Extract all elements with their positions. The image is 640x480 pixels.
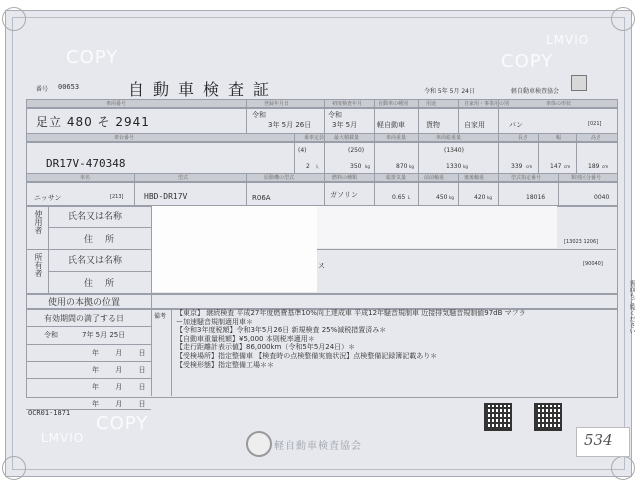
rear-axle-weight: 420: [474, 194, 486, 201]
header-weight: 車両重量: [386, 135, 407, 141]
divider: [48, 271, 151, 272]
maker-name: ニッサン: [34, 194, 62, 202]
front-axle-unit: kg: [449, 195, 454, 200]
divider: [294, 133, 295, 173]
header-first-reg: 登録年月日: [264, 101, 290, 107]
displacement: 0.65: [392, 194, 406, 201]
max-load: 350: [350, 163, 362, 170]
base-location-label: 使用の本拠の位置: [48, 298, 121, 308]
corner-ornament: [611, 456, 635, 480]
brand-watermark: LMVIO: [41, 431, 85, 445]
header-height: 高さ: [591, 135, 602, 141]
remark-line: 【東京】 継続検査 平成27年度燃費基準10%向上達成車 平成12年騒音規制車 近接排気騒音規制値97dB マフラ: [176, 309, 526, 317]
divider: [418, 99, 419, 133]
divider: [151, 308, 152, 396]
header-class-no: 類別区分番号: [571, 175, 602, 181]
header-kind: 自動車の種別: [378, 101, 409, 107]
vehicle-use: 貨物: [426, 121, 440, 129]
divider: [246, 99, 247, 133]
first-reg-date: 3年 5月 26日: [268, 121, 312, 129]
weight-unit: kg: [409, 164, 414, 169]
capacity-unit: 人: [315, 164, 319, 169]
divider: [558, 173, 559, 205]
gross-unit: kg: [463, 164, 468, 169]
page-title: 自動車検査証: [128, 80, 279, 99]
registration-number: 足立 480 そ 2941: [36, 115, 150, 129]
header-gross: 車両総重量: [436, 135, 462, 141]
first-inspection-era: 令和: [328, 111, 342, 119]
issue-date: 令和 5年 5月 24日: [424, 88, 475, 95]
copy-watermark: COPY: [501, 51, 554, 72]
divider: [374, 133, 375, 173]
header-front-axle: 前前軸重: [424, 175, 445, 181]
expiry-date: 7年 5月 25日: [82, 331, 126, 339]
header-maker: 車名: [80, 175, 91, 181]
rear-axle-unit: kg: [487, 195, 492, 200]
width: 147: [550, 163, 562, 170]
authority-seal-text: 軽自動車検査協会: [274, 441, 362, 452]
type-designation-no: 18016: [526, 194, 546, 201]
blank-date-row: 年 月 日: [92, 383, 146, 391]
divider: [26, 249, 616, 250]
vehicle-private: 自家用: [464, 121, 485, 129]
divider: [26, 361, 151, 362]
divider: [498, 173, 499, 205]
expiry-era: 令和: [44, 331, 58, 339]
header-width: 幅: [556, 135, 562, 141]
divider: [418, 173, 419, 205]
chassis-number: DR17V-470348: [46, 157, 126, 170]
maker-code: [213]: [110, 194, 124, 200]
divider: [418, 133, 419, 173]
length: 339: [511, 163, 523, 170]
divider: [151, 293, 152, 308]
height: 189: [588, 163, 600, 170]
user-address-label: 住所: [84, 235, 127, 245]
divider: [458, 173, 459, 205]
header-use: 用途: [426, 101, 437, 107]
owner-code: [90040]: [583, 261, 603, 267]
divider: [576, 133, 577, 173]
remark-line: ー加速騒音規制適用車＊: [176, 317, 253, 326]
owner-name-partial: ス: [318, 262, 325, 270]
divider: [538, 133, 539, 173]
certificate-number: 00653: [58, 83, 80, 91]
corner-ornament: [2, 7, 26, 31]
header-first-inspection: 初度検査年月: [332, 101, 363, 107]
user-name-label: 氏名又は名称: [68, 212, 123, 222]
header-reg-no: 車両番号: [106, 101, 127, 107]
blank-date-row: 年 月 日: [92, 366, 146, 374]
remark-line: 【令和3年度税額】令和3年5月26日 新規検査 25%減税措置済み＊: [176, 326, 387, 335]
length-unit: cm: [526, 164, 533, 169]
class-no: 0040: [594, 194, 610, 201]
corner-ornament: [611, 7, 635, 31]
divider: [374, 99, 375, 133]
owner-address-label: 住所: [84, 279, 127, 289]
remark-line: 【受検場所】指定整備車 【検査時の点検整備実施状況】点検整備記録簿記載あり＊: [176, 351, 438, 360]
divider: [171, 308, 172, 396]
divider: [458, 99, 459, 133]
capacity-paren: (4): [298, 147, 307, 154]
divider: [134, 173, 135, 205]
divider: [48, 227, 151, 228]
blank-date-row: 年 月 日: [92, 349, 146, 357]
divider: [498, 133, 499, 173]
redacted-area: [317, 206, 557, 248]
divider: [374, 173, 375, 205]
owner-name-label: 氏名又は名称: [68, 256, 123, 266]
certificate-sheet: [5, 10, 632, 477]
model-code: HBD-DR17V: [144, 192, 188, 201]
copy-watermark: COPY: [96, 413, 149, 434]
divider: [498, 99, 499, 133]
header-rear-axle: 後後軸重: [464, 175, 485, 181]
seal-stamp: [571, 75, 587, 91]
emblem-icon: [246, 431, 272, 457]
remarks-label: 備考: [154, 313, 167, 320]
qr-code-icon: [534, 403, 562, 431]
divider: [26, 326, 151, 327]
header-fuel: 燃料の種類: [332, 175, 358, 181]
body-code: [021]: [588, 121, 602, 127]
gross-weight: 1330: [446, 163, 462, 170]
height-unit: cm: [602, 164, 609, 169]
header-capacity: 乗車定員: [304, 135, 325, 141]
handwritten-number: 534: [584, 431, 613, 449]
divider: [324, 133, 325, 173]
divider: [26, 378, 151, 379]
header-engine: 原動機の型式: [264, 175, 295, 181]
header-displacement: 総排気量: [386, 175, 407, 181]
copy-watermark: COPY: [66, 47, 119, 68]
vehicle-weight: 870: [396, 163, 408, 170]
remark-line: 【走行距離計表示値】86,000km（令和5年5月24日）＊: [176, 343, 356, 352]
blank-date-row: 年 月 日: [92, 400, 146, 408]
remarks-text: [176, 309, 614, 369]
body-shape: バン: [509, 121, 523, 129]
displacement-unit: L: [408, 195, 411, 200]
user-side-label: 使用者: [34, 210, 43, 234]
front-axle-weight: 450: [436, 194, 448, 201]
first-reg-era: 令和: [252, 111, 266, 119]
divider: [324, 99, 325, 133]
header-private: 自家用・事業用の別: [464, 101, 510, 107]
max-load-paren: (250): [348, 147, 365, 154]
header-max-load: 最大積載量: [334, 135, 360, 141]
header-length: 長さ: [518, 135, 529, 141]
user-code: [13023 1206]: [564, 239, 599, 245]
form-code: OCR01-1871: [28, 409, 71, 417]
divider: [246, 173, 247, 205]
header-model: 型式: [178, 175, 189, 181]
gross-paren: (1340): [444, 147, 464, 154]
remark-line: 【自動車重量税額】¥5,000 本則税率適用＊: [176, 334, 315, 343]
engine-model: R06A: [252, 194, 271, 202]
owner-side-label: 所有者: [34, 253, 43, 277]
vehicle-kind: 軽自動車: [377, 121, 405, 129]
brand-watermark: LMVIO: [546, 33, 590, 47]
capacity: 2: [306, 163, 310, 170]
remark-line: 【受検形態】指定整備工場＊＊: [176, 360, 274, 369]
divider: [26, 344, 151, 345]
fuel-type: ガソリン: [330, 191, 358, 199]
divider: [324, 173, 325, 205]
number-label: 番号: [36, 86, 49, 93]
header-type-no: 型式指定番号: [511, 175, 542, 181]
first-inspection-date: 3年 5月: [332, 121, 358, 129]
header-chassis: 車台番号: [114, 135, 135, 141]
expiry-label: 有効期間の満了する日: [44, 314, 124, 323]
width-unit: cm: [564, 164, 571, 169]
qr-code-icon: [484, 403, 512, 431]
header-body: 車体の形状: [546, 101, 572, 107]
redacted-area: [152, 206, 317, 292]
max-load-unit: kg: [365, 164, 370, 169]
corner-ornament: [2, 456, 26, 480]
back-side-note: 裏面もご覧ください: [628, 280, 635, 334]
issuing-authority: 軽自動車検査協会: [511, 88, 560, 95]
